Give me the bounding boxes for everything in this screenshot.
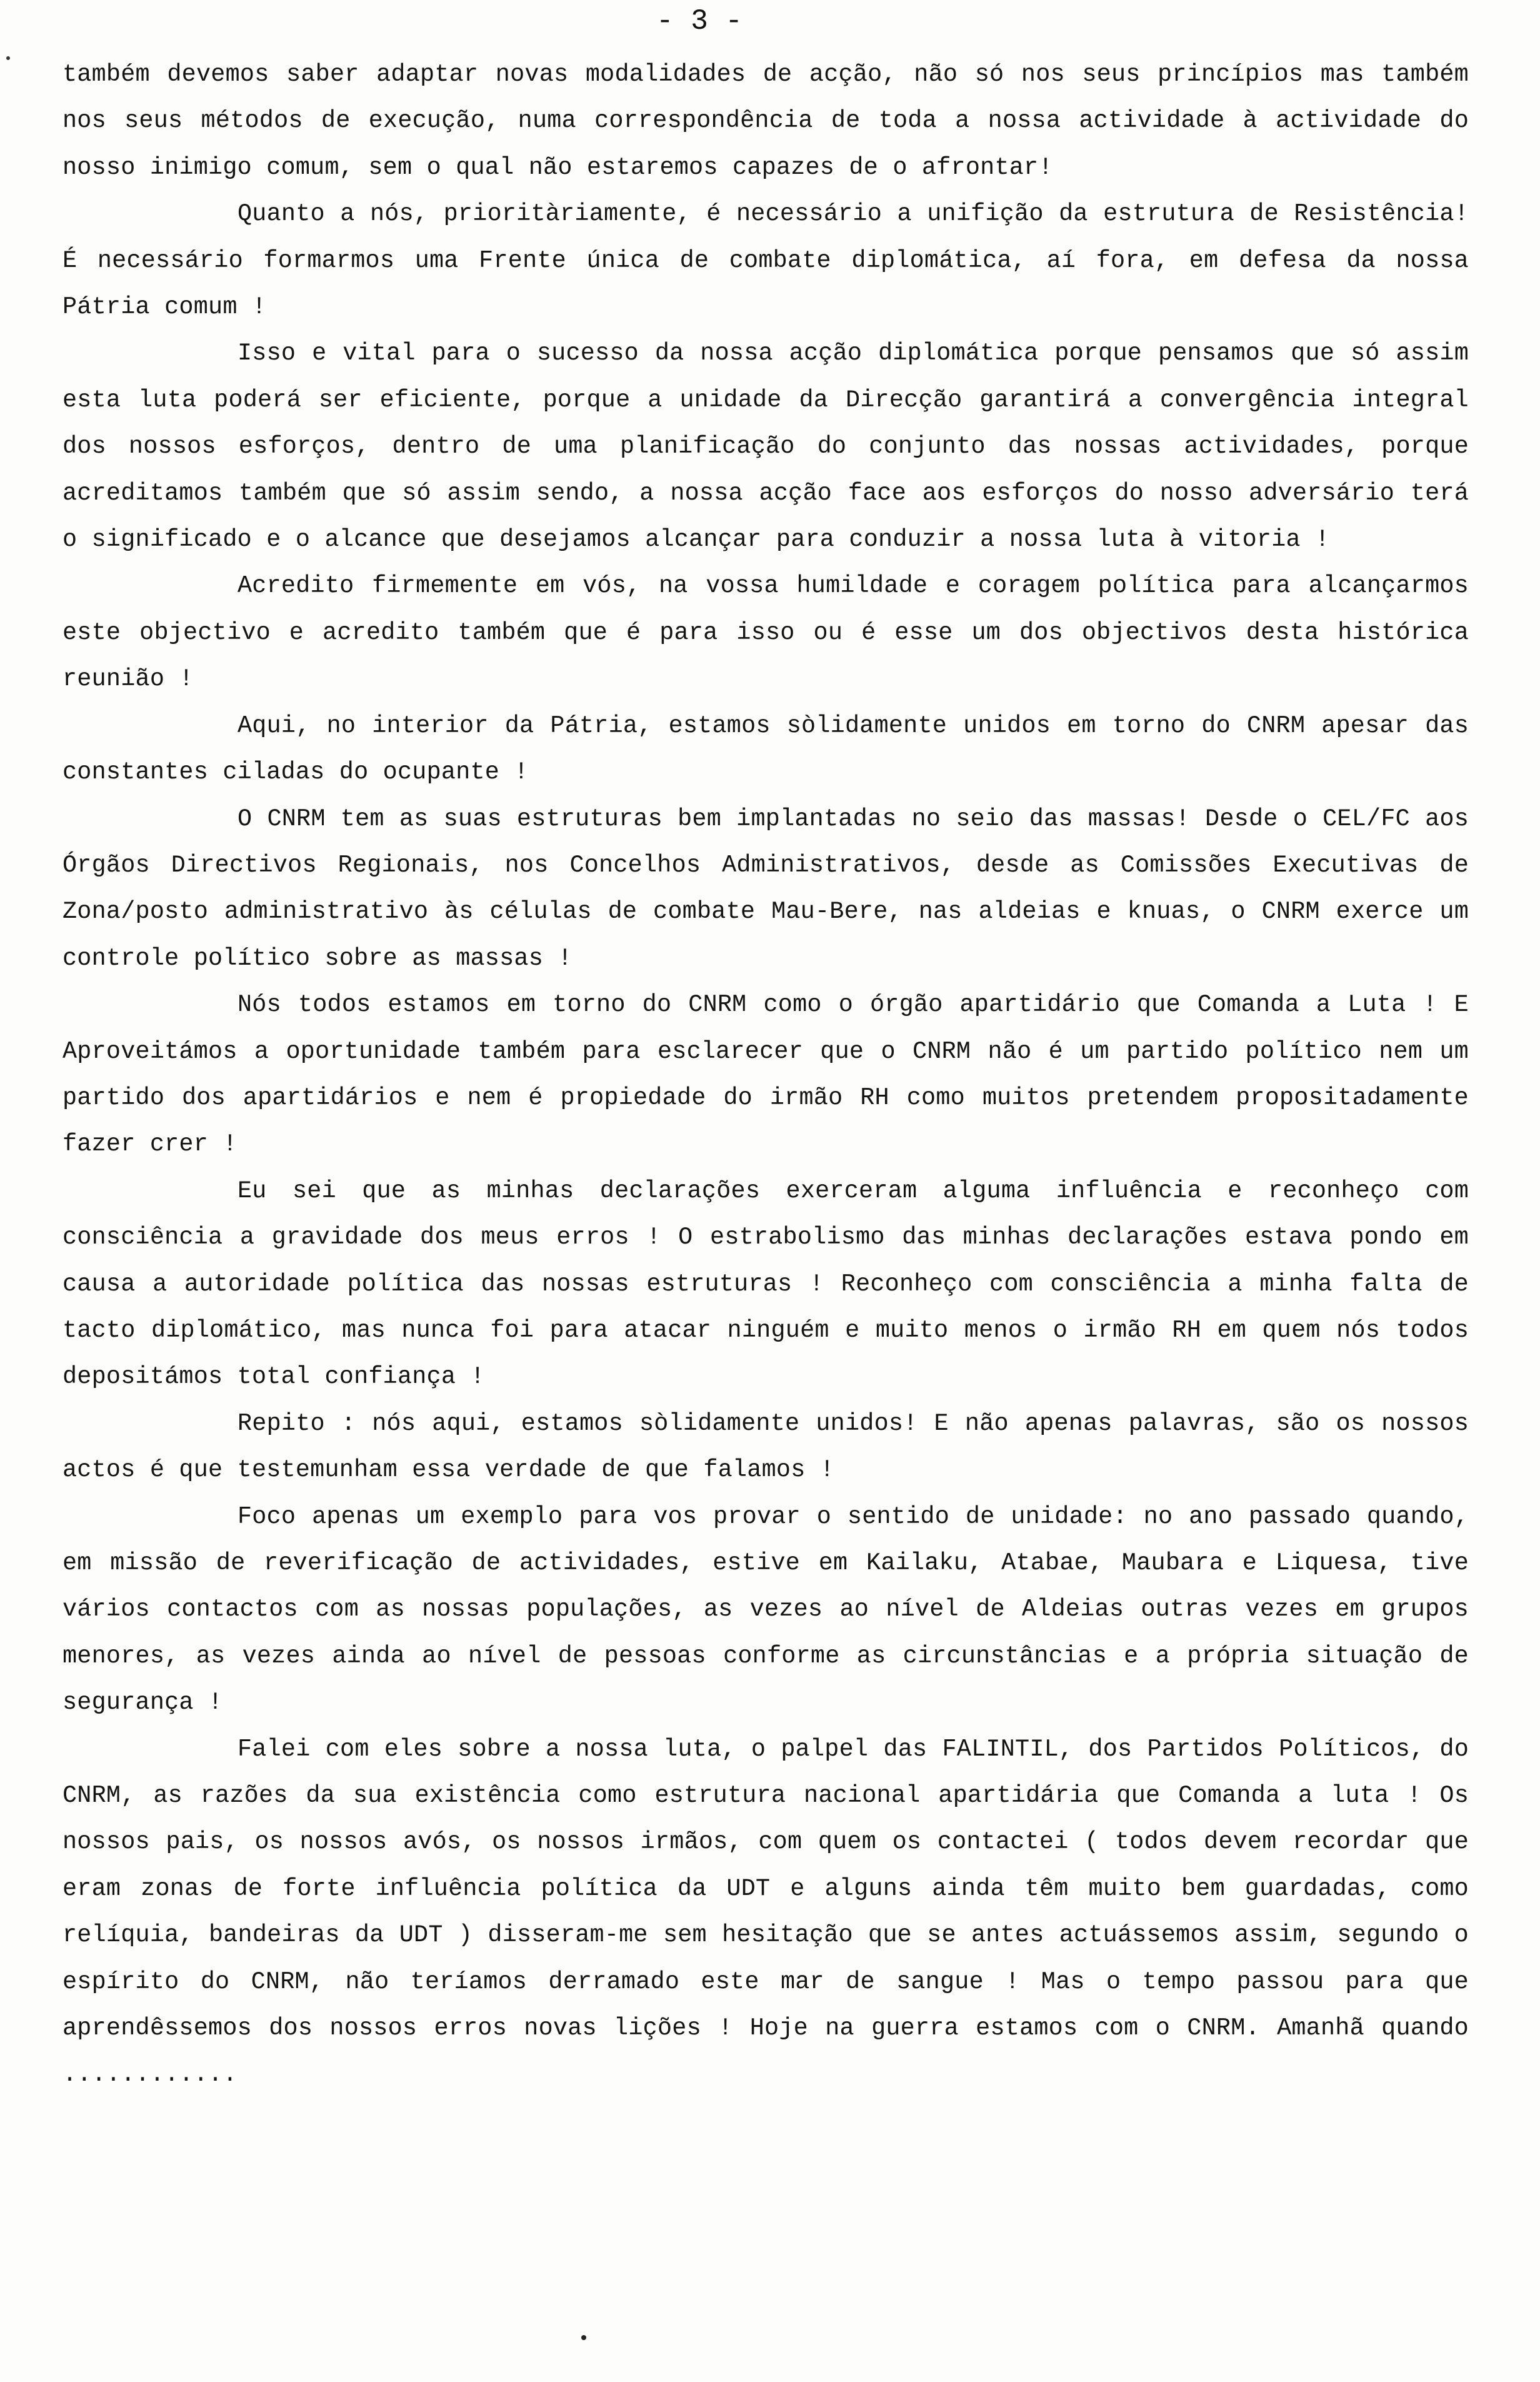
paragraph-8: Eu sei que as minhas declarações exerceram alguma influência e reconheço com consciência a gravidade dos meus erros ! O estrabolismo das minhas declarações estava pondo em causa a autoridade política das nossas estruturas ! Reconheço com consciência a minha falta de tacto diplomático, mas nunca foi para atacar ninguém e muito menos o irmão RH em quem nós todos depositámos total confiança !: [62, 1177, 1469, 1391]
paragraph-7: Nós todos estamos em torno do CNRM como o órgão apartidário que Comanda a Luta ! E Aproveitámos a oportunidade também para esclarecer que o CNRM não é um partido político nem um partido dos apartidários e nem é propiedade do irmão RH como muitos pretendem propositadamente fazer crer !: [62, 991, 1469, 1158]
paragraph-9: Repito : nós aqui, estamos sòlidamente unidos! E não apenas palavras, são os nossos actos é que testemunham essa verdade de que falamos !: [62, 1409, 1469, 1484]
paragraph-2: Quanto a nós, prioritàriamente, é necessário a unifição da estrutura de Resistência! É necessário formarmos uma Frente única de combate diplomática, aí fora, em defesa da nossa Pátria comum !: [62, 200, 1469, 321]
page-number: - 3 -: [656, 5, 743, 38]
paragraph-1: também devemos saber adaptar novas modalidades de acção, não só nos seus princípios mas também nos seus métodos de execução, numa correspondência de toda a nossa actividade à actividade do nosso inimigo comum, sem o qual não estaremos capazes de o afrontar!: [62, 61, 1469, 181]
paragraph-10: Foco apenas um exemplo para vos provar o sentido de unidade: no ano passado quando, em missão de reverificação de actividades, estive em Kailaku, Atabae, Maubara e Liquesa, tive vários contactos com as nossas populações, as vezes ao nível de Aldeias outras vezes em grupos menores, as vezes ainda ao nível de pessoas conforme as circunstâncias e a própria situação de segurança !: [62, 1502, 1469, 1717]
document-body: [62, 51, 1469, 2098]
bottom-dot: [581, 2335, 586, 2340]
paragraph-6: O CNRM tem as suas estruturas bem implantadas no seio das massas! Desde o CEL/FC aos Órgãos Directivos Regionais, nos Concelhos Administrativos, desde as Comissões Executivas de Zona/posto administrativo às células de combate Mau-Bere, nas aldeias e knuas, o CNRM exerce um controle político sobre as massas !: [62, 805, 1469, 972]
margin-dot: [6, 56, 10, 60]
paragraph-3: Isso e vital para o sucesso da nossa acção diplomática porque pensamos que só assim esta luta poderá ser eficiente, porque a unidade da Direcção garantirá a convergência integral dos nossos esforços, dentro de uma planificação do conjunto das nossas actividades, porque acreditamos também que só assim sendo, a nossa acção face aos esforços do nosso adversário terá o significado e o alcance que desejamos alcançar para conduzir a nossa luta à vitoria !: [62, 339, 1469, 554]
paragraph-11: Falei com eles sobre a nossa luta, o palpel das FALINTIL, dos Partidos Políticos, do CNRM, as razões da sua existência como estrutura nacional apartidária que Comanda a luta ! Os nossos pais, os nossos avós, os nossos irmãos, com quem os contactei ( todos devem recordar que eram zonas de forte influência política da UDT e alguns ainda têm muito bem guardadas, como relíquia, bandeiras da UDT ) disseram-me sem hesitação que se antes actuássemos assim, segundo o espírito do CNRM, não teríamos derramado este mar de sangue ! Mas o tempo passou para que aprendêssemos dos nossos erros novas lições ! Hoje na guerra estamos com o CNRM. Amanhã quando ............: [62, 1735, 1469, 2089]
paragraph-4: Acredito firmemente em vós, na vossa humildade e coragem política para alcançarmos este objectivo e acredito também que é para isso ou é esse um dos objectivos desta histórica reunião !: [62, 572, 1469, 693]
paragraph-5: Aqui, no interior da Pátria, estamos sòlidamente unidos em torno do CNRM apesar das constantes ciladas do ocupante !: [62, 711, 1469, 786]
